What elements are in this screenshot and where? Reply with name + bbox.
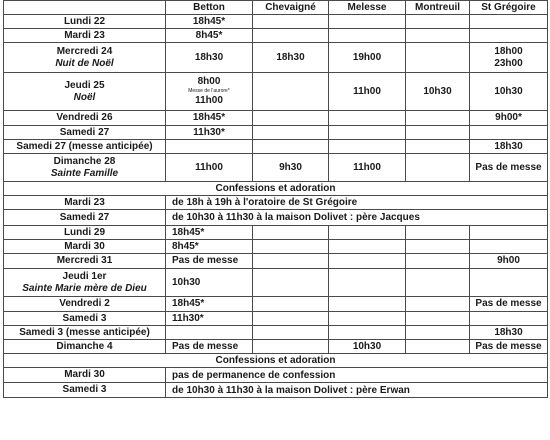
day-cell: Mardi 30 (4, 240, 166, 254)
day-cell: Samedi 3 (4, 383, 166, 398)
chevaigne-cell: 9h30 (253, 154, 329, 182)
table-row (4, 29, 548, 43)
table-row (4, 43, 548, 73)
day-cell: Mardi 30 (4, 368, 166, 383)
day-cell: Mardi 23 (4, 29, 166, 43)
betton-cell: 18h45* (166, 15, 253, 29)
st-gregoire-cell: Pas de messe (470, 297, 548, 312)
st-gregoire-cell (470, 240, 548, 254)
st-gregoire-cell (470, 29, 548, 43)
betton-cell: 8h45* (166, 240, 253, 254)
melesse-cell: 11h00 (329, 73, 406, 111)
melesse-cell (329, 312, 406, 326)
chevaigne-cell (253, 226, 329, 240)
table-row (4, 140, 548, 154)
table-row (4, 312, 548, 326)
header-chevaigne: Chevaigné (253, 1, 329, 15)
betton-cell: 10h30 (166, 269, 253, 297)
chevaigne-cell (253, 269, 329, 297)
day-cell (4, 269, 166, 297)
mass-note: Messe de l'aurore* (188, 88, 230, 94)
betton-cell: 8h45* (166, 29, 253, 43)
montreuil-cell: 10h30 (406, 73, 470, 111)
montreuil-cell (406, 269, 470, 297)
day-cell: Lundi 22 (4, 15, 166, 29)
confession-detail: de 18h à 19h à l'oratoire de St Grégoire (166, 196, 548, 210)
chevaigne-cell (253, 29, 329, 43)
day-cell: Lundi 29 (4, 226, 166, 240)
st-gregoire-cell (470, 15, 548, 29)
st-gregoire-cell (470, 226, 548, 240)
montreuil-cell (406, 126, 470, 140)
montreuil-cell (406, 154, 470, 182)
montreuil-cell (406, 312, 470, 326)
betton-cell: Pas de messe (166, 254, 253, 269)
betton-cell: Pas de messe (166, 340, 253, 354)
table-row (4, 126, 548, 140)
confessions-title: Confessions et adoration (4, 182, 548, 196)
montreuil-cell (406, 43, 470, 73)
chevaigne-cell (253, 126, 329, 140)
st-gregoire-cell (470, 312, 548, 326)
day-cell (4, 73, 166, 111)
confession-row (4, 210, 548, 226)
montreuil-cell (406, 226, 470, 240)
melesse-cell (329, 326, 406, 340)
montreuil-cell (406, 15, 470, 29)
day-cell: Samedi 3 (messe anticipée) (4, 326, 166, 340)
melesse-cell (329, 240, 406, 254)
betton-cell: 18h30 (166, 43, 253, 73)
day-cell: Samedi 27 (messe anticipée) (4, 140, 166, 154)
melesse-cell: 11h00 (329, 154, 406, 182)
st-gregoire-cell (470, 126, 548, 140)
table-row (4, 73, 548, 111)
header-betton: Betton (166, 1, 253, 15)
chevaigne-cell: 18h30 (253, 43, 329, 73)
chevaigne-cell (253, 111, 329, 126)
table-row (4, 111, 548, 126)
st-gregoire-cell: 9h00* (470, 111, 548, 126)
betton-cell: 18h45* (166, 111, 253, 126)
table-row (4, 226, 548, 240)
confession-row (4, 196, 548, 210)
time-2: 23h00 (494, 57, 523, 69)
day-label: Jeudi 25 (64, 79, 105, 91)
st-gregoire-cell (470, 269, 548, 297)
day-cell (4, 154, 166, 182)
table-row (4, 15, 548, 29)
day-cell: Samedi 3 (4, 312, 166, 326)
melesse-cell (329, 269, 406, 297)
betton-cell (166, 73, 253, 111)
feast-label: Sainte Marie mère de Dieu (22, 282, 147, 294)
day-label: Mercredi 24 (56, 45, 113, 57)
chevaigne-cell (253, 140, 329, 154)
betton-cell (166, 140, 253, 154)
confession-detail: de 10h30 à 11h30 à la maison Dolivet : père Erwan (166, 383, 548, 398)
day-cell: Mercredi 31 (4, 254, 166, 269)
day-cell (4, 43, 166, 73)
mass-schedule-table (3, 0, 548, 398)
day-cell: Vendredi 2 (4, 297, 166, 312)
table-row (4, 297, 548, 312)
header-montreuil: Montreuil (406, 1, 470, 15)
header-row (4, 1, 548, 15)
day-cell: Vendredi 26 (4, 111, 166, 126)
day-cell: Mardi 23 (4, 196, 166, 210)
melesse-cell (329, 15, 406, 29)
day-label: Jeudi 1er (62, 270, 107, 282)
montreuil-cell (406, 254, 470, 269)
betton-cell: 11h30* (166, 126, 253, 140)
melesse-cell (329, 29, 406, 43)
st-gregoire-cell: Pas de messe (470, 340, 548, 354)
table-row (4, 240, 548, 254)
melesse-cell (329, 226, 406, 240)
feast-label: Sainte Famille (50, 167, 119, 179)
chevaigne-cell (253, 254, 329, 269)
confession-detail: pas de permanence de confession (166, 368, 548, 383)
time-1: 18h00 (494, 45, 523, 57)
montreuil-cell (406, 140, 470, 154)
st-gregoire-cell (470, 43, 548, 73)
melesse-cell (329, 254, 406, 269)
st-gregoire-cell: 9h00 (470, 254, 548, 269)
day-label: Dimanche 28 (53, 155, 116, 167)
day-cell: Samedi 27 (4, 126, 166, 140)
feast-label: Noël (73, 91, 96, 103)
st-gregoire-cell: 18h30 (470, 326, 548, 340)
betton-cell: 11h30* (166, 312, 253, 326)
montreuil-cell (406, 240, 470, 254)
melesse-cell (329, 126, 406, 140)
chevaigne-cell (253, 240, 329, 254)
melesse-cell: 19h00 (329, 43, 406, 73)
chevaigne-cell (253, 326, 329, 340)
montreuil-cell (406, 29, 470, 43)
header-melesse: Melesse (329, 1, 406, 15)
chevaigne-cell (253, 73, 329, 111)
st-gregoire-cell: 18h30 (470, 140, 548, 154)
table-row (4, 269, 548, 297)
betton-cell: 11h00 (166, 154, 253, 182)
header-blank (4, 1, 166, 15)
table-row (4, 254, 548, 269)
section-header-row (4, 182, 548, 196)
confession-detail: de 10h30 à 11h30 à la maison Dolivet : père Jacques (166, 210, 548, 226)
chevaigne-cell (253, 340, 329, 354)
time-1: 8h00 (197, 76, 221, 87)
section-header-row (4, 354, 548, 368)
montreuil-cell (406, 111, 470, 126)
table-row (4, 326, 548, 340)
melesse-cell (329, 297, 406, 312)
feast-label: Nuit de Noël (55, 57, 114, 69)
montreuil-cell (406, 326, 470, 340)
melesse-cell: 10h30 (329, 340, 406, 354)
chevaigne-cell (253, 297, 329, 312)
confessions-title: Confessions et adoration (4, 354, 548, 368)
header-st-gregoire: St Grégoire (470, 1, 548, 15)
table-row (4, 154, 548, 182)
confession-row (4, 383, 548, 398)
melesse-cell (329, 140, 406, 154)
time-2: 11h00 (195, 95, 223, 106)
montreuil-cell (406, 297, 470, 312)
st-gregoire-cell: Pas de messe (470, 154, 548, 182)
day-cell: Dimanche 4 (4, 340, 166, 354)
chevaigne-cell (253, 15, 329, 29)
betton-cell (166, 326, 253, 340)
montreuil-cell (406, 340, 470, 354)
betton-cell: 18h45* (166, 297, 253, 312)
chevaigne-cell (253, 312, 329, 326)
table-row (4, 340, 548, 354)
melesse-cell (329, 111, 406, 126)
st-gregoire-cell: 10h30 (470, 73, 548, 111)
day-cell: Samedi 27 (4, 210, 166, 226)
confession-row (4, 368, 548, 383)
betton-cell: 18h45* (166, 226, 253, 240)
